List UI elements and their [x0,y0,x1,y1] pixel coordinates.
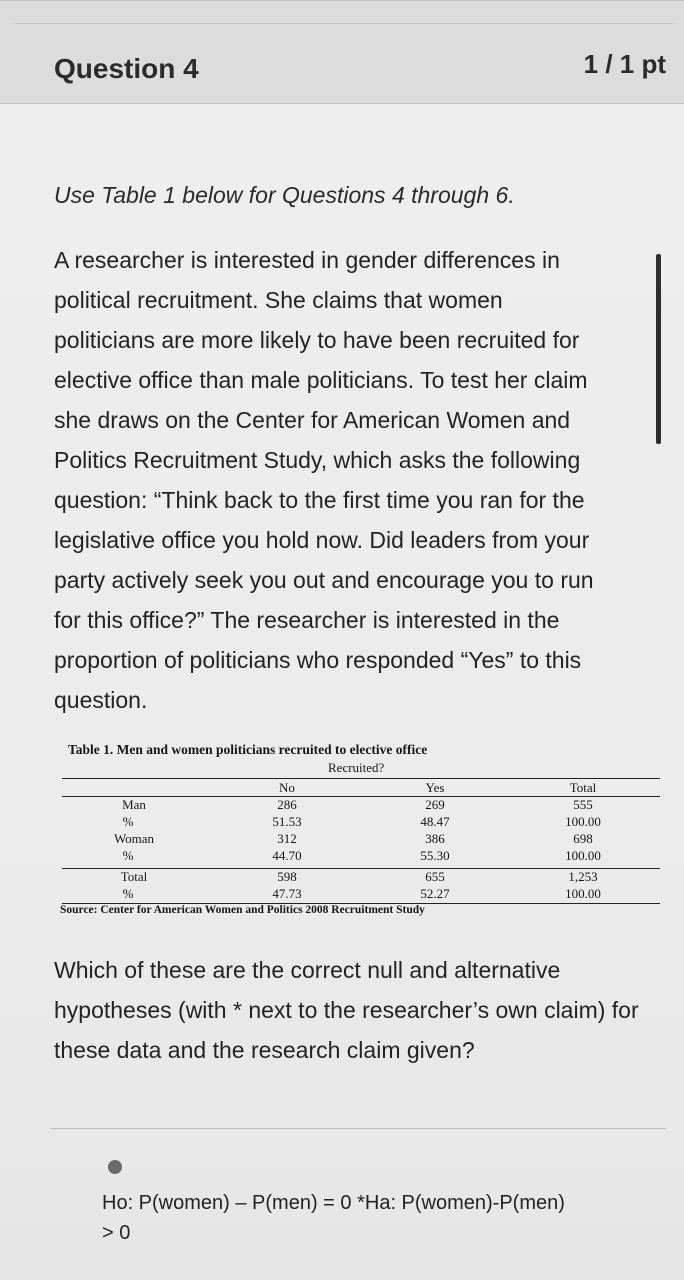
paragraph-line: elective office than male politicians. To test her claim [54,367,588,393]
row-label-woman: Woman [113,831,155,846]
column-header-no: No [279,780,295,795]
paragraph-line: politicians are more likely to have been recruited for [54,327,580,353]
paragraph-line: she draws on the Center for American Women and [54,407,571,433]
answer-line: > 0 [102,1222,131,1244]
intro-text: Use Table 1 below for Questions 4 through 6. [54,182,515,208]
row-label-man: Man [122,797,146,812]
table-cell: 51.53 [272,814,302,829]
row-label-total: Total [120,869,148,884]
paragraph-line: question. [54,687,148,713]
table-cell: 100.00 [565,886,601,901]
table-cell: 44.70 [272,848,302,863]
question-title: Question 4 [54,53,199,84]
table-rule-top [62,778,660,779]
answer-divider [50,1128,666,1129]
table-cell: 698 [573,831,593,846]
header-top-divider [14,23,674,24]
row-label-percent: % [122,886,134,901]
question-paragraph [54,240,670,720]
table-cell: 100.00 [565,848,601,863]
table-cell: 1,253 [568,869,598,884]
table-cell: 47.73 [272,886,302,901]
table-cell: 555 [573,797,593,812]
answer-option[interactable] [102,1188,642,1248]
table-cell: 286 [277,797,297,812]
row-label-percent: % [122,848,134,863]
paragraph-line: A researcher is interested in gender differences in [54,247,560,273]
question-prompt: Which of these are the correct null and alternative hypotheses (with * next to the researcher’s own claim) for these data and the research claim given? [54,957,639,1063]
table-cell: 48.47 [420,814,450,829]
question-points: 1 / 1 pt [583,49,666,79]
paragraph-line: question: “Think back to the first time you ran for the [54,487,585,513]
column-header-yes: Yes [425,780,445,795]
table-cell: 55.30 [420,848,450,863]
paragraph-line: Politics Recruitment Study, which asks the following [54,447,581,473]
table-cell: 655 [425,869,445,884]
table-caption: Table 1. Men and women politicians recruited to elective office [68,742,428,757]
paragraph-line: party actively seek you out and encourage you to run [54,567,594,593]
table-group-header: Recruited? [328,760,385,775]
column-header-total: Total [569,780,597,795]
table-cell: 269 [425,797,445,812]
table-source: Source: Center for American Women and Politics 2008 Recruitment Study [60,904,425,916]
answer-radio-selected[interactable] [108,1160,122,1174]
paragraph-line: legislative office you hold now. Did leaders from your [54,527,590,553]
table-cell: 312 [277,831,297,846]
table-cell: 52.27 [420,886,450,901]
table-cell: 386 [425,831,445,846]
table-cell: 100.00 [565,814,601,829]
paragraph-line: political recruitment. She claims that women [54,287,503,313]
row-label-percent: % [122,814,134,829]
answer-line: Ho: P(women) – P(men) = 0 *Ha: P(women)-P(men) [102,1192,565,1214]
paragraph-line: for this office?” The researcher is interested in the [54,607,560,633]
paragraph-line: proportion of politicians who responded “Yes” to this [54,647,582,673]
table-cell: 598 [277,869,297,884]
data-table [58,742,664,922]
scrollbar-thumb[interactable] [656,254,661,444]
question-header [0,0,684,104]
